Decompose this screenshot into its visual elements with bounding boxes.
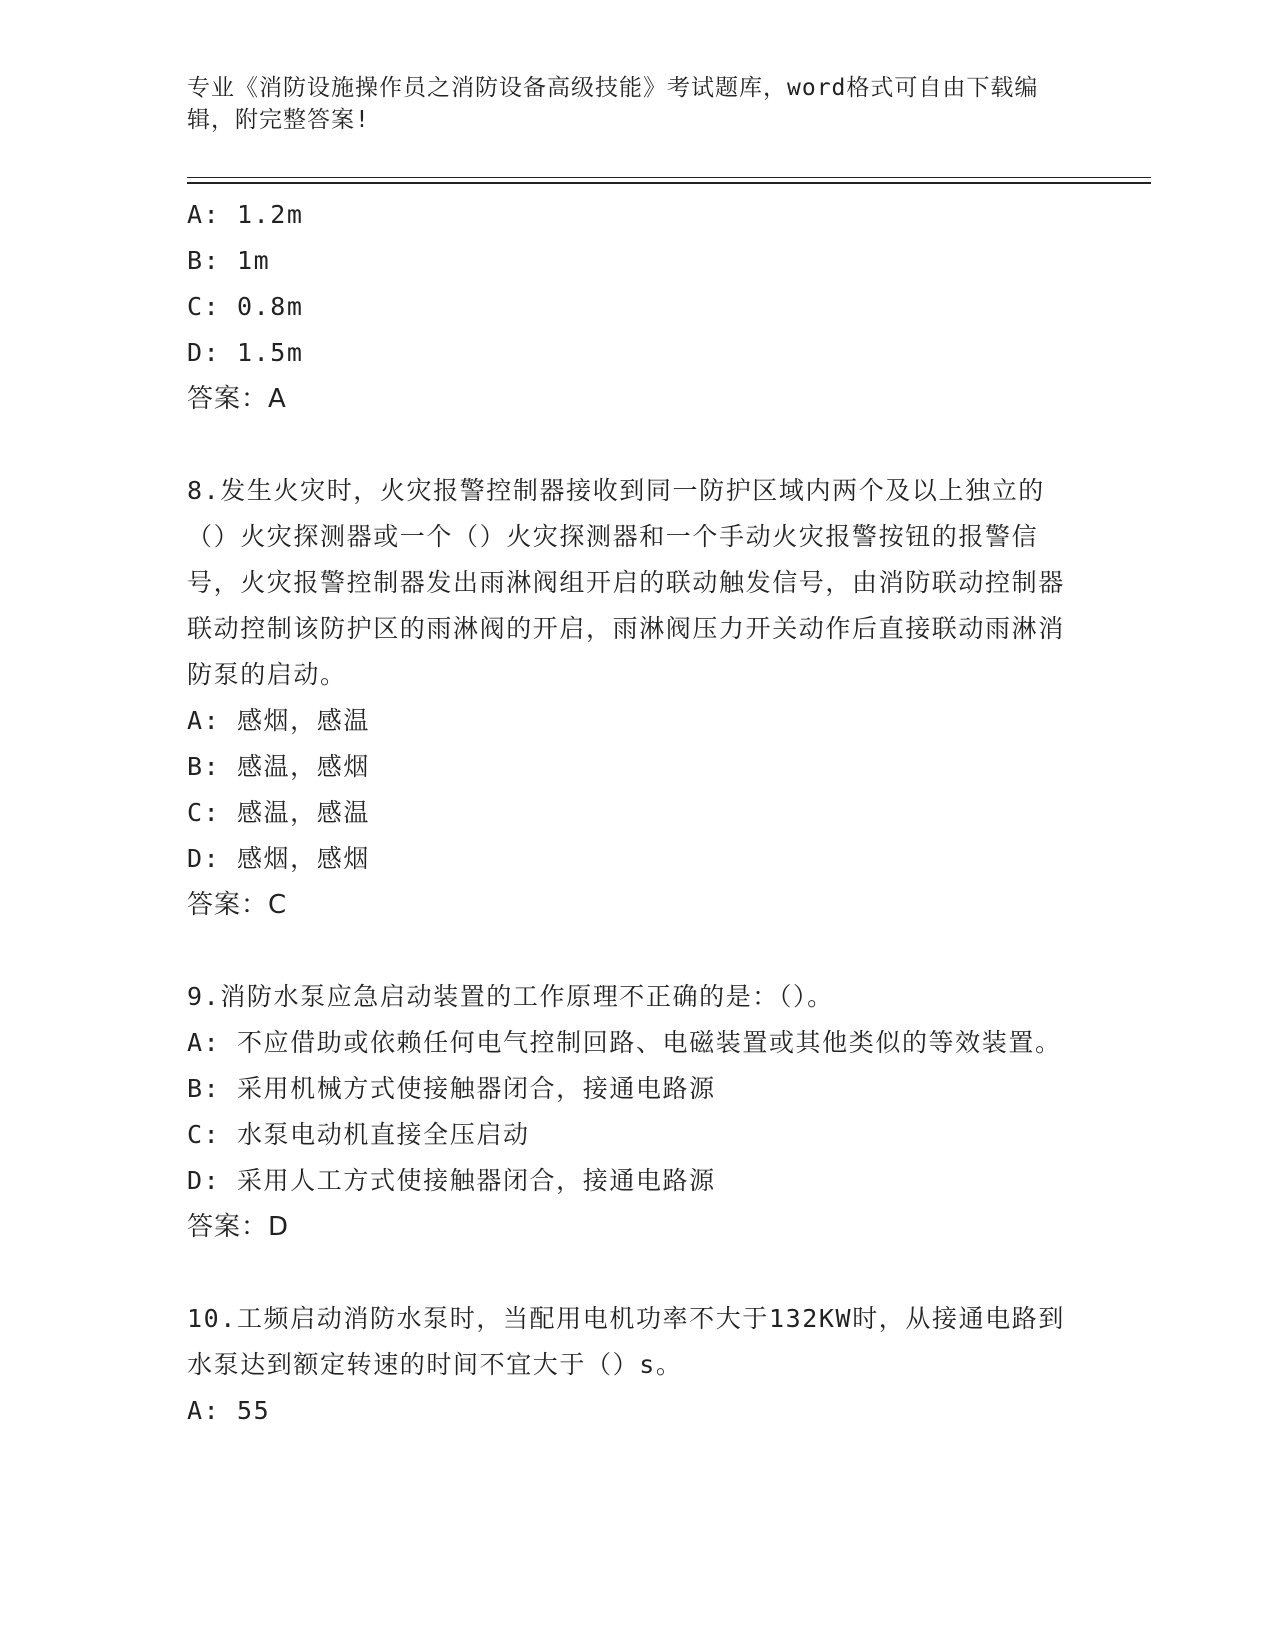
option-c: C: 0.8m xyxy=(187,292,304,321)
answer: 答案：C xyxy=(187,890,288,920)
answer: 答案：D xyxy=(187,1212,290,1242)
question-text: 10.工频启动消防水泵时，当配用电机功率不大于132KW时，从接通电路到水泵达到额定转速的时间不宜大于（）s。 xyxy=(187,1304,1066,1379)
answer: 答案：A xyxy=(187,384,287,414)
option-d: D: 采用人工方式使接触器闭合，接通电路源 xyxy=(187,1166,716,1195)
spacer xyxy=(187,928,1077,974)
option-a: A: 1.2m xyxy=(187,200,304,229)
question-text: 9.消防水泵应急启动装置的工作原理不正确的是：（）。 xyxy=(187,982,834,1011)
question-9 xyxy=(187,974,1077,1250)
option-a: A: 感烟，感温 xyxy=(187,706,370,735)
spacer xyxy=(187,1250,1077,1296)
header-divider-thick xyxy=(187,182,1151,184)
option-a: A: 不应借助或依赖任何电气控制回路、电磁装置或其他类似的等效装置。 xyxy=(187,1028,1062,1057)
question-7-tail xyxy=(187,192,1077,422)
option-d: D: 感烟，感烟 xyxy=(187,844,370,873)
option-a: A: 55 xyxy=(187,1396,271,1425)
question-10 xyxy=(187,1296,1077,1434)
spacer xyxy=(187,422,1077,468)
option-c: C: 水泵电动机直接全压启动 xyxy=(187,1120,530,1149)
option-d: D: 1.5m xyxy=(187,338,304,367)
option-b: B: 采用机械方式使接触器闭合，接通电路源 xyxy=(187,1074,716,1103)
question-list xyxy=(187,192,1077,1434)
option-b: B: 1m xyxy=(187,246,271,275)
option-c: C: 感温，感温 xyxy=(187,798,370,827)
question-8 xyxy=(187,468,1077,928)
document-header: 专业《消防设施操作员之消防设备高级技能》考试题库，word格式可自由下载编辑，附完整答案! xyxy=(187,75,1039,133)
question-text: 8.发生火灾时，火灾报警控制器接收到同一防护区域内两个及以上独立的（）火灾探测器或一个（）火灾探测器和一个手动火灾报警按钮的报警信号，火灾报警控制器发出雨淋阀组开启的联动触发信号，由消防联动控制器联动控制该防护区的雨淋阀的开启，雨淋阀压力开关动作后直接联动雨淋消防泵的启动。 xyxy=(187,476,1065,689)
option-b: B: 感温，感烟 xyxy=(187,752,370,781)
header-divider-thin xyxy=(187,177,1151,178)
